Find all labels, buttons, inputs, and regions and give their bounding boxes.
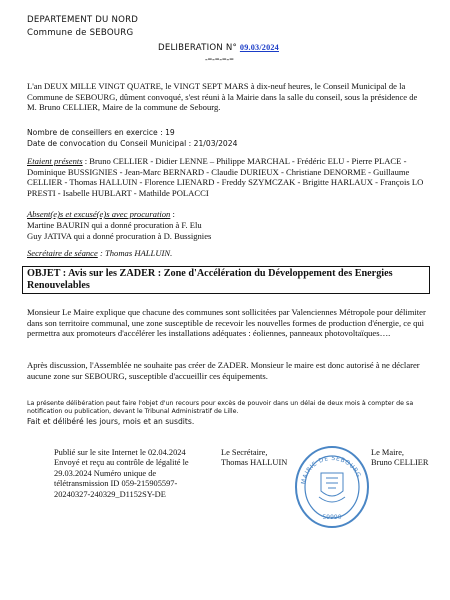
absent-label: Absent(e)s et excusé(e)s avec procuration bbox=[27, 209, 171, 219]
body-paragraph-2: Après discussion, l'Assemblée ne souhaite pas créer de ZADER. Monsieur le maire est donc autorisé à ne déclarer aucune zone sur SEBOURG, susceptible d'accueillir ces équipements. bbox=[27, 360, 420, 381]
councillors-count: Nombre de conseillers en exercice : 19 bbox=[27, 128, 175, 137]
convocation-date: Date de convocation du Conseil Municipal : 21/03/2024 bbox=[27, 139, 238, 148]
secretary-label: Secrétaire de séance bbox=[27, 248, 98, 258]
present-members bbox=[27, 156, 427, 198]
mayor-title: Le Maire, bbox=[371, 448, 405, 457]
commune-heading: Commune de SEBOURG bbox=[27, 28, 134, 38]
absent-heading: Absent(e)s et excusé(e)s avec procuration : bbox=[27, 209, 175, 219]
svg-text:MAIRIE DE SEBOURG bbox=[300, 455, 362, 485]
secretary-signature-block bbox=[221, 448, 287, 469]
body-paragraph-1: Monsieur Le Maire explique que chacune des communes sont sollicitées par Valenciennes Métropole pour délimiter dans son territoire communal, une zone susceptible de recevoir les nouvelles formes de production d'énergie, ce qui permettra aux promoteurs d'accélérer les installations adéquates : éoliennes, panneaux photovoltaïques…. bbox=[27, 307, 426, 339]
deliberation-title bbox=[158, 42, 279, 54]
stamp-text: MAIRIE DE SEBOURG bbox=[300, 454, 363, 485]
stamp-postcode: 59990 bbox=[322, 514, 342, 521]
legal-notice-line-2: notification ou publication, devant le Tribunal Administratif de Lille. bbox=[27, 408, 239, 415]
secretary-title: Le Secrétaire, bbox=[221, 448, 268, 457]
objet-box: OBJET : Avis sur les ZADER : Zone d'Accélération du Développement des Energies Renouvelables bbox=[22, 266, 430, 294]
secretary-signature-name: Thomas HALLUIN bbox=[221, 458, 288, 468]
mayor-signature-name: Bruno CELLIER bbox=[371, 458, 429, 468]
stamp-seal-icon bbox=[293, 443, 371, 531]
header-separator: -=-=-=-= bbox=[205, 55, 234, 64]
proxy-line: Martine BAURIN qui a donné procuration à F. Elu bbox=[27, 220, 202, 230]
publication-notice: Publié sur le site Internet le 02.04.2024 Envoyé et reçu au contrôle de légalité le 29.03.2024 Numéro unique de télétransmission ID 059-215905597-20240327-240329_D1152SY-DE bbox=[54, 448, 189, 499]
legal-notice-line-1: La présente délibération peut faire l'objet d'un recours pour excès de pouvoir dans un délai de deux mois à compter de sa bbox=[27, 400, 414, 407]
mairie-stamp bbox=[293, 443, 371, 531]
present-list: : Bruno CELLIER - Didier LENNE – Philippe MARCHAL - Frédéric ELU - Pierre PLACE - Dominique BUSSIGNIES - Jean-Marc BERNARD - Claudie DURIEUX - Christiane DENORME - Guillaume CELLIER - Thomas HALLUIN - Florence LIENARD - Freddy SZYMCZAK - Brigitte HARLAUX - François LO PRESTI - Isabelle HUBLART - Mathilde POLACCI bbox=[27, 156, 424, 198]
deliberation-number-link[interactable]: 09.03/2024 bbox=[239, 43, 279, 52]
secretary-name: : Thomas HALLUIN. bbox=[97, 248, 173, 258]
present-label: Etaient présents bbox=[27, 156, 83, 166]
session-secretary bbox=[27, 248, 172, 259]
intro-paragraph: L'an DEUX MILLE VINGT QUATRE, le VINGT SEPT MARS à dix-neuf heures, le Conseil Municipal de la Commune de SEBOURG, dûment convoqué, s'est réuni à la Mairie dans la salle du conseil, sous la présidence de M. Bruno CELLIER, Maire de la commune de Sebourg. bbox=[27, 81, 418, 113]
department-heading: DEPARTEMENT DU NORD bbox=[27, 15, 139, 25]
mayor-signature-block bbox=[371, 448, 428, 469]
done-and-deliberated: Fait et délibéré les jours, mois et an susdits. bbox=[27, 417, 195, 426]
proxy-line: Guy JATIVA qui a donné procuration à D. Bussignies bbox=[27, 231, 212, 241]
deliberation-label: DELIBERATION N° bbox=[158, 43, 237, 53]
